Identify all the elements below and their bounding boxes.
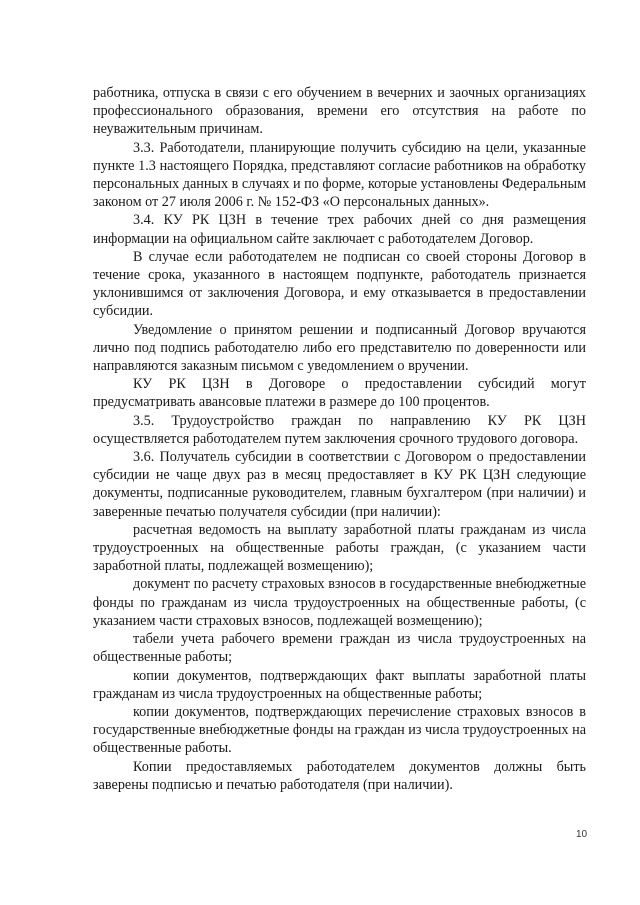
page-number: 10 <box>576 829 588 840</box>
paragraph-3-6: 3.6. Получатель субсидии в соответствии с Договором о предоставлении субсидии не чаще двух раз в месяц предоставляет в КУ РК ЦЗН следующие документы, подписанные руководителем, главным бухгалтером (при наличии) и заверенные печатью получателя субсидии (при наличии): <box>93 449 586 520</box>
list-item-insurance-calc: документ по расчету страховых взносов в государственные внебюджетные фонды по гражданам из числа трудоустроенных на общественные работы, (с указанием части страховых взносов, подлежащей возмещению); <box>93 576 586 629</box>
list-item-payroll: расчетная ведомость на выплату заработной платы гражданам из числа трудоустроенных на общественные работы граждан, (с указанием части заработной платы, подлежащей возмещению); <box>93 521 586 575</box>
paragraph-advance-payments: КУ РК ЦЗН в Договоре о предоставлении субсидий могут предусматривать авансовые платежи в размере до 100 процентов. <box>93 376 586 411</box>
paragraph-3-3: 3.3. Работодатели, планирующие получить субсидию на цели, указанные пункте 1.3 настоящего Порядка, представляют согласие работников на обработку персональных данных в случаях и по форме, которые установлены Федеральным законом от 27 июля 2006 г. № 152-ФЗ «О персональных данных». <box>93 139 586 211</box>
list-item-payment-proof: копии документов, подтверждающих факт выплаты заработной платы гражданам из числа трудоустроенных на общественные работы; <box>93 667 586 702</box>
list-item-insurance-proof: копии документов, подтверждающих перечисление страховых взносов в государственные внебюджетные фонды на граждан из числа трудоустроенных на общественные работы. <box>93 703 586 757</box>
paragraph-3-4: 3.4. КУ РК ЦЗН в течение трех рабочих дней со дня размещения информации на официальном сайте заключает с работодателем Договор. <box>93 212 586 247</box>
body-text <box>93 84 586 794</box>
paragraph-notification: Уведомление о принятом решении и подписанный Договор вручаются лично под подпись работодателю либо его представителю по доверенности или направляются заказным письмом с уведомлением о вручении. <box>93 321 586 375</box>
list-item-timesheets: табели учета рабочего времени граждан из числа трудоустроенных на общественные работы; <box>93 631 586 666</box>
paragraph-unsigned-contract: В случае если работодателем не подписан со своей стороны Договор в течение срока, указанного в настоящем подпункте, работодатель признается уклонившимся от заключения Договора, и ему отказывается в предоставлении субсидии. <box>93 248 586 320</box>
paragraph-3-5: 3.5. Трудоустройство граждан по направлению КУ РК ЦЗН осуществляется работодателем путем заключения срочного трудового договора. <box>93 412 586 447</box>
paragraph-copies-certified: Копии предоставляемых работодателем документов должны быть заверены подписью и печатью работодателя (при наличии). <box>93 758 586 793</box>
paragraph-continuation: работника, отпуска в связи с его обучением в вечерних и заочных организациях профессионального образования, времени его отсутствия на работе по неуважительным причинам. <box>93 85 586 138</box>
